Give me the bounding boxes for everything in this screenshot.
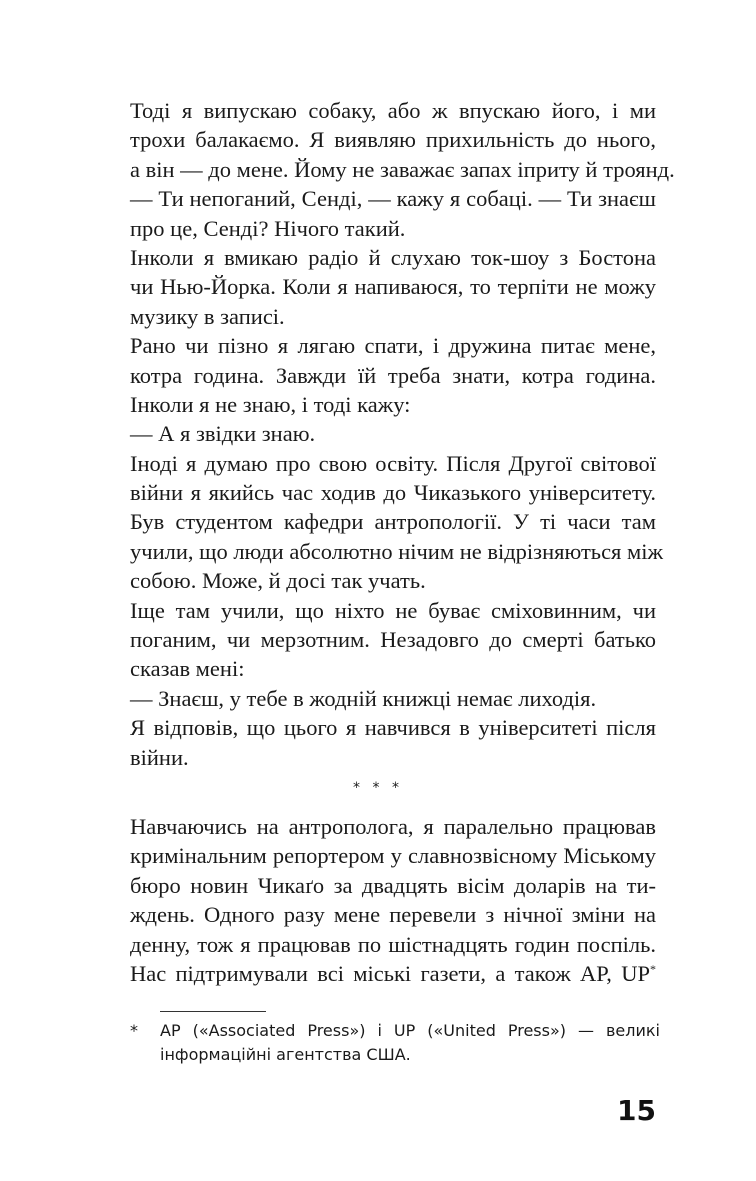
text-line-content: війни. [130,744,189,770]
text-line-content: Інколи я не знаю, і тоді кажу: [130,391,411,417]
text-line-content: про це, Сенді? Нічого такий. [130,215,406,241]
text-line-content: Нас підтримували всі міські газети, а також AP, UP [130,960,650,986]
footnote-body [160,1019,660,1067]
section2-text-block [130,812,656,988]
text-line [130,930,656,959]
text-line-content: бюро новин Чикаґо за двадцять вісім доларів на ти- [130,872,656,898]
text-line-content: Іноді я думаю про свою освіту. Після Другої світової [130,450,656,476]
text-line [130,449,656,478]
text-line [130,184,656,213]
text-line [130,684,656,713]
text-line [130,959,656,988]
text-line-content: Я відповів, що цього я навчився в університеті після [130,715,656,741]
text-line-content: — Знаєш, у тебе в жодній книжці немає лиходія. [130,685,597,711]
text-line-content: Іще там учили, що ніхто не буває сміховинним, чи [130,597,656,623]
text-line-content: трохи балакаємо. Я виявляю прихильність до нього, [130,127,656,153]
text-line-content: музику в записі. [130,303,285,329]
text-line [130,390,656,419]
text-line [130,625,656,654]
text-line [130,155,675,184]
text-line-content: сказав мені: [130,656,245,682]
text-line-content: учили, що люди абсолютно нічим не відрізняються між [130,538,664,564]
text-line [130,654,656,683]
text-line-content: Був студентом кафедри антропології. У ті часи там [130,509,656,535]
footnote-mark: * [130,1021,138,1040]
text-line [130,96,656,125]
text-line [130,361,656,390]
text-line [130,713,656,742]
footnote-rule [160,1011,266,1012]
text-line [130,537,664,566]
footnote-reference: * [650,961,656,976]
text-line [130,214,656,243]
text-line [130,507,656,536]
page-number: 15 [617,1094,656,1127]
text-line-content: Рано чи пізно я лягаю спати, і дружина питає мене, [130,333,656,359]
main-text-block [130,96,675,772]
text-line [130,125,656,154]
text-line-content: — А я звідки знаю. [130,421,316,447]
footnote-line: інформаційні агентства США. [160,1045,411,1064]
text-line [130,302,656,331]
text-line-content: поганим, чи мерзотним. Незадовго до смерті батько [130,627,656,653]
text-line-content: Інколи я вмикаю радіо й слухаю ток-шоу з Бостона [130,244,656,270]
text-line [130,478,656,507]
text-line [130,331,656,360]
text-line [130,743,656,772]
text-line [130,596,656,625]
footnote-line: AP («Associated Press») і UP («United Press») — великі [160,1021,660,1040]
text-line [130,566,656,595]
text-line [130,841,656,870]
text-line [130,272,656,301]
text-line-content: Тоді я випускаю собаку, або ж впускаю його, і ми [130,98,656,123]
text-line-content: чи Нью-Йорка. Коли я напиваюся, то терпіти не можу [130,274,656,300]
text-line [130,871,656,900]
text-line [130,243,656,272]
text-line-content: війни я якийсь час ходив до Чиказького університету. [130,480,656,506]
text-line-content: а він — до мене. Йому не заважає запах іприту й троянд. [130,156,675,182]
text-line-content: Навчаючись на антрополога, я паралельно працював [130,814,656,839]
text-line-content: кримінальним репортером у славнозвісному Міському [130,843,656,869]
text-line-content: котра година. Завжди їй треба знати, котра година. [130,362,656,388]
text-line-content: — Ти непоганий, Сенді, — кажу я собаці. — Ти знаєш [130,186,656,212]
text-line-content: собою. Може, й досі так учать. [130,568,426,594]
text-line-content: ждень. Одного разу мене перевели з нічної зміни на [130,902,656,928]
text-line [130,900,656,929]
text-line [130,419,656,448]
section-separator: * * * [353,780,403,796]
text-line [130,812,656,841]
text-line-content: денну, тож я працював по шістнадцять годин поспіль. [130,931,656,957]
